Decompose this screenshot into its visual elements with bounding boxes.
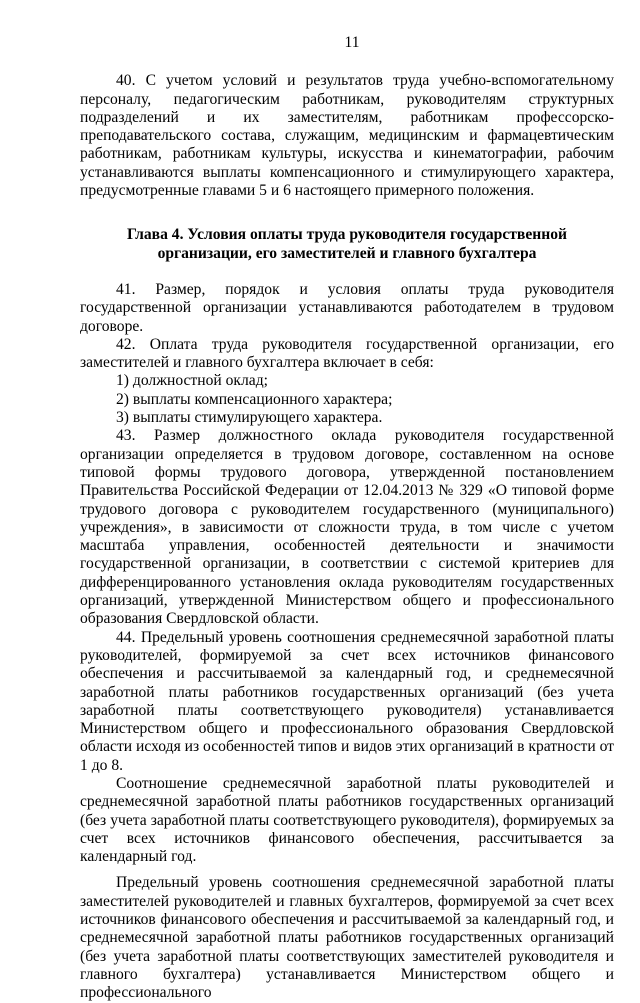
chapter-heading: Глава 4. Условия оплаты труда руководителя государственной организации, его заместителей и главного бухгалтера (126, 226, 568, 262)
paragraph-42: 42. Оплата труда руководителя государственной организации, его заместителей и главного бухгалтера включает в себя: (80, 335, 614, 372)
list-item-compensation: 2) выплаты компенсационного характера; (116, 390, 393, 408)
document-page (80, 34, 614, 1003)
paragraph-41: 41. Размер, порядок и условия оплаты труда руководителя государственной организации устанавливаются работодателем в трудовом договоре. (80, 280, 614, 335)
paragraph-ratio: Соотношение среднемесячной заработной платы руководителей и среднемесячной заработной платы работников государственных организаций (без учета заработной платы соответствующего руководителя), формируемых за счет всех источников финансового обеспечения, рассчитывается за календарный год. (80, 774, 614, 866)
paragraph-limit-deputies: Предельный уровень соотношения среднемесячной заработной платы заместителей руководителей и главных бухгалтеров, формируемой за счет всех источников финансового обеспечения и рассчитываемой за календарный год, и среднемесячной заработной платы работников государственных организаций (без учета заработной платы соответствующих заместителей руководителя и главного бухгалтера) устанавливается Министерством общего и профессионального (80, 874, 614, 1002)
paragraph-44: 44. Предельный уровень соотношения среднемесячной заработной платы руководителей, формируемой за счет всех источников финансового обеспечения и рассчитываемой за календарный год, и среднемесячной заработной платы работников государственных организаций (без учета заработной платы соответствующего руководителя) устанавливается Министерством общего и профессионального образования Свердловской области исходя из особенностей типов и видов этих организаций в кратности от 1 до 8. (80, 628, 614, 774)
list-item-incentive: 3) выплаты стимулирующего характера. (116, 409, 383, 427)
page-number: 11 (344, 34, 360, 51)
paragraph-40: 40. С учетом условий и результатов труда учебно-вспомогательному персоналу, педагогическим работникам, руководителям структурных подразделений и их заместителям, работникам профессорско-преподавательского состава, служащим, медицинским и фармацевтическим работникам, работникам культуры, искусства и кинематографии, рабочим устанавливаются выплаты компенсационного и стимулирующего характера, предусмотренные главами 5 и 6 настоящего примерного положения. (80, 72, 614, 200)
paragraph-43: 43. Размер должностного оклада руководителя государственной организации определяется в трудовом договоре, составленном на основе типовой формы трудового договора, утвержденной постановлением Правительства Российской Федерации от 12.04.2013 № 329 «О типовой форме трудового договора с руководителем государственного (муниципального) учреждения», в зависимости от сложности труда, в том числе с учетом масштаба управления, особенностей деятельности и значимости государственной организации, в соответствии с системой критериев для дифференцированного установления оклада руководителям государственных организаций, утвержденной Министерством общего и профессионального образования Свердловской области. (80, 427, 614, 628)
list-item-salary: 1) должностной оклад; (116, 372, 268, 390)
